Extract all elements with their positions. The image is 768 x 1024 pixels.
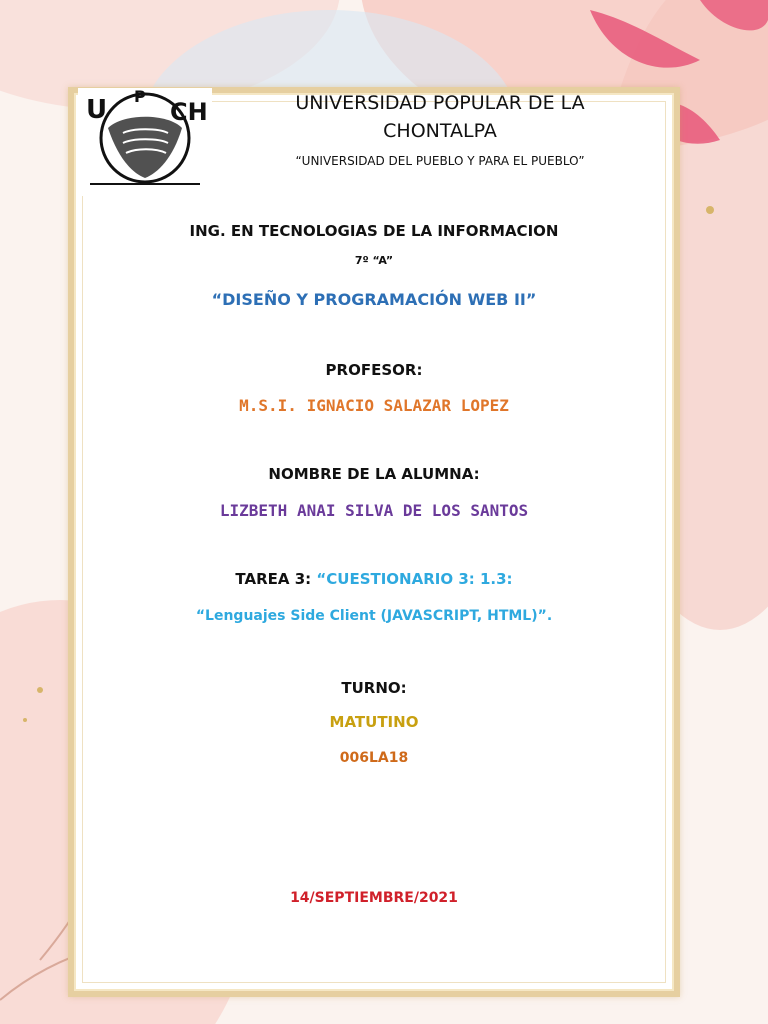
group-code: 006LA18	[339, 750, 409, 766]
group-label: 7º “A”	[354, 254, 394, 267]
date: 14/SEPTIEMBRE/2021	[290, 890, 458, 906]
university-name-line1: UNIVERSIDAD POPULAR DE LA	[295, 92, 585, 114]
student-label: NOMBRE DE LA ALUMNA:	[268, 465, 480, 483]
task-subtitle: “Lenguajes Side Client (JAVASCRIPT, HTML)”.	[195, 608, 553, 624]
university-name-line2: CHONTALPA	[383, 120, 497, 142]
shift-value: MATUTINO	[329, 713, 419, 731]
svg-text:U: U	[86, 95, 108, 125]
student-name: LIZBETH ANAI SILVA DE LOS SANTOS	[219, 501, 529, 520]
course-title: “DISEÑO Y PROGRAMACIÓN WEB II”	[211, 290, 537, 309]
career-title: ING. EN TECNOLOGIAS DE LA INFORMACION	[189, 222, 559, 240]
professor-name: M.S.I. IGNACIO SALAZAR LOPEZ	[239, 396, 509, 415]
svg-text:CH: CH	[170, 98, 208, 126]
task-label: TAREA 3:	[235, 570, 312, 588]
university-logo	[78, 88, 212, 196]
svg-text:P: P	[134, 88, 146, 106]
university-motto: “UNIVERSIDAD DEL PUEBLO Y PARA EL PUEBLO”	[295, 154, 585, 168]
task-line	[68, 570, 680, 588]
task-title: “CUESTIONARIO 3: 1.3:	[311, 570, 513, 588]
professor-label: PROFESOR:	[325, 361, 423, 379]
shift-label: TURNO:	[341, 679, 407, 697]
